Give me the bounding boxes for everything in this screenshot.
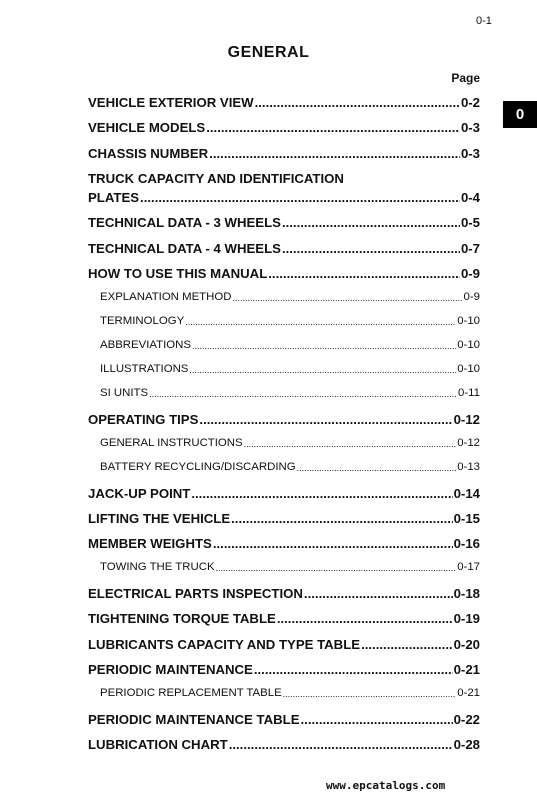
toc-page: 0-12 — [457, 437, 480, 449]
toc-label: TECHNICAL DATA - 3 WHEELS — [88, 215, 281, 230]
toc-page: 0-7 — [460, 241, 480, 256]
toc-leader — [268, 266, 460, 281]
toc-subentry[interactable] — [100, 315, 480, 327]
toc-leader — [206, 120, 460, 135]
toc-page: 0-15 — [453, 511, 480, 526]
toc-leader — [301, 712, 453, 727]
toc-page: 0-14 — [453, 486, 480, 501]
toc-label: ELECTRICAL PARTS INSPECTION — [88, 586, 303, 601]
toc-label: CHASSIS NUMBER — [88, 146, 209, 161]
toc-label: SI UNITS — [100, 387, 149, 399]
toc-leader — [199, 412, 452, 427]
toc-label: ABBREVIATIONS — [100, 339, 191, 351]
toc-page: 0-10 — [457, 339, 480, 351]
toc-label: PLATES — [88, 190, 140, 205]
toc-subentry[interactable] — [100, 339, 480, 351]
toc-label: OPERATING TIPS — [88, 412, 199, 427]
page-number: 0-1 — [476, 15, 492, 27]
toc-page: 0-2 — [460, 95, 480, 110]
toc-subentry[interactable] — [100, 687, 480, 699]
toc-leader — [244, 439, 457, 449]
toc-entry[interactable] — [88, 190, 480, 205]
toc-page: 0-10 — [457, 315, 480, 327]
toc-label: LUBRICATION CHART — [88, 737, 228, 752]
toc-leader — [282, 215, 460, 230]
toc-label: ILLUSTRATIONS — [100, 363, 189, 375]
toc-subentry[interactable] — [100, 363, 480, 375]
toc-entry[interactable] — [88, 637, 480, 652]
toc-leader — [231, 511, 452, 526]
toc-page: 0-11 — [458, 387, 480, 399]
toc-leader — [255, 95, 460, 110]
toc-page: 0-9 — [460, 266, 480, 281]
toc-leader — [232, 293, 462, 303]
toc-page: 0-22 — [453, 712, 480, 727]
toc-leader — [140, 190, 460, 205]
toc-leader — [213, 536, 453, 551]
toc-label: TERMINOLOGY — [100, 315, 185, 327]
toc-label: MEMBER WEIGHTS — [88, 536, 212, 551]
toc-page: 0-4 — [460, 190, 480, 205]
toc-page: 0-18 — [453, 586, 480, 601]
toc-label: PERIODIC MAINTENANCE TABLE — [88, 712, 300, 727]
toc-label: GENERAL INSTRUCTIONS — [100, 437, 243, 449]
watermark-url: www.epcatalogs.com — [326, 779, 446, 792]
toc-label: EXPLANATION METHOD — [100, 291, 232, 303]
toc-subentry[interactable] — [100, 387, 480, 399]
toc-leader — [282, 241, 460, 256]
toc-leader — [283, 689, 457, 699]
toc-entry[interactable] — [88, 662, 480, 677]
toc-page: 0-9 — [463, 291, 480, 303]
toc-leader — [297, 463, 457, 473]
toc-subentry[interactable] — [100, 437, 480, 449]
toc-page: 0-19 — [453, 611, 480, 626]
page-column-label: Page — [451, 71, 480, 85]
toc-subentry[interactable] — [100, 291, 480, 303]
toc-leader — [192, 341, 456, 351]
toc-entry[interactable] — [88, 120, 480, 135]
toc-leader — [277, 611, 453, 626]
toc-subentry[interactable] — [100, 461, 480, 473]
toc-entry[interactable] — [88, 215, 480, 230]
toc-page: 0-17 — [457, 561, 480, 573]
toc-label: TECHNICAL DATA - 4 WHEELS — [88, 241, 281, 256]
toc-leader — [209, 146, 460, 161]
toc-leader — [361, 637, 453, 652]
toc-leader — [216, 563, 457, 573]
toc-page: 0-10 — [457, 363, 480, 375]
toc-leader — [185, 317, 456, 327]
toc-label: VEHICLE EXTERIOR VIEW — [88, 95, 254, 110]
toc-page: 0-21 — [457, 687, 480, 699]
toc-subentry[interactable] — [100, 561, 480, 573]
toc-entry[interactable] — [88, 611, 480, 626]
toc-page: 0-3 — [460, 146, 480, 161]
toc-label: TIGHTENING TORQUE TABLE — [88, 611, 276, 626]
toc-page: 0-20 — [453, 637, 480, 652]
toc-entry[interactable] — [88, 412, 480, 427]
section-tab: 0 — [503, 101, 537, 128]
toc-label: PERIODIC MAINTENANCE — [88, 662, 253, 677]
toc-entry[interactable] — [88, 266, 480, 281]
toc-entry[interactable] — [88, 536, 480, 551]
toc-label-line1: TRUCK CAPACITY AND IDENTIFICATION — [88, 171, 344, 186]
toc-leader — [149, 389, 457, 399]
toc-entry[interactable] — [88, 146, 480, 161]
toc-entry[interactable] — [88, 241, 480, 256]
toc-page: 0-12 — [453, 412, 480, 427]
toc-entry[interactable] — [88, 511, 480, 526]
toc-label: VEHICLE MODELS — [88, 120, 206, 135]
toc-entry[interactable] — [88, 712, 480, 727]
toc-entry[interactable] — [88, 737, 480, 752]
toc-entry[interactable] — [88, 95, 480, 110]
toc-page: 0-21 — [453, 662, 480, 677]
page-title: GENERAL — [227, 44, 310, 61]
toc-leader — [229, 737, 453, 752]
toc-page: 0-28 — [453, 737, 480, 752]
toc-label: LUBRICANTS CAPACITY AND TYPE TABLE — [88, 637, 361, 652]
toc-label: LIFTING THE VEHICLE — [88, 511, 231, 526]
toc-label: TOWING THE TRUCK — [100, 561, 215, 573]
toc-entry[interactable] — [88, 586, 480, 601]
toc-page: 0-16 — [453, 536, 480, 551]
toc-label: PERIODIC REPLACEMENT TABLE — [100, 687, 282, 699]
toc-page: 0-3 — [460, 120, 480, 135]
toc-page: 0-5 — [460, 215, 480, 230]
toc-label: HOW TO USE THIS MANUAL — [88, 266, 268, 281]
toc-leader — [191, 486, 452, 501]
toc-leader — [254, 662, 453, 677]
toc-leader — [304, 586, 453, 601]
toc-page: 0-13 — [457, 461, 480, 473]
toc-label: BATTERY RECYCLING/DISCARDING — [100, 461, 296, 473]
toc-label: JACK-UP POINT — [88, 486, 191, 501]
toc-entry[interactable] — [88, 486, 480, 501]
toc-leader — [189, 365, 456, 375]
